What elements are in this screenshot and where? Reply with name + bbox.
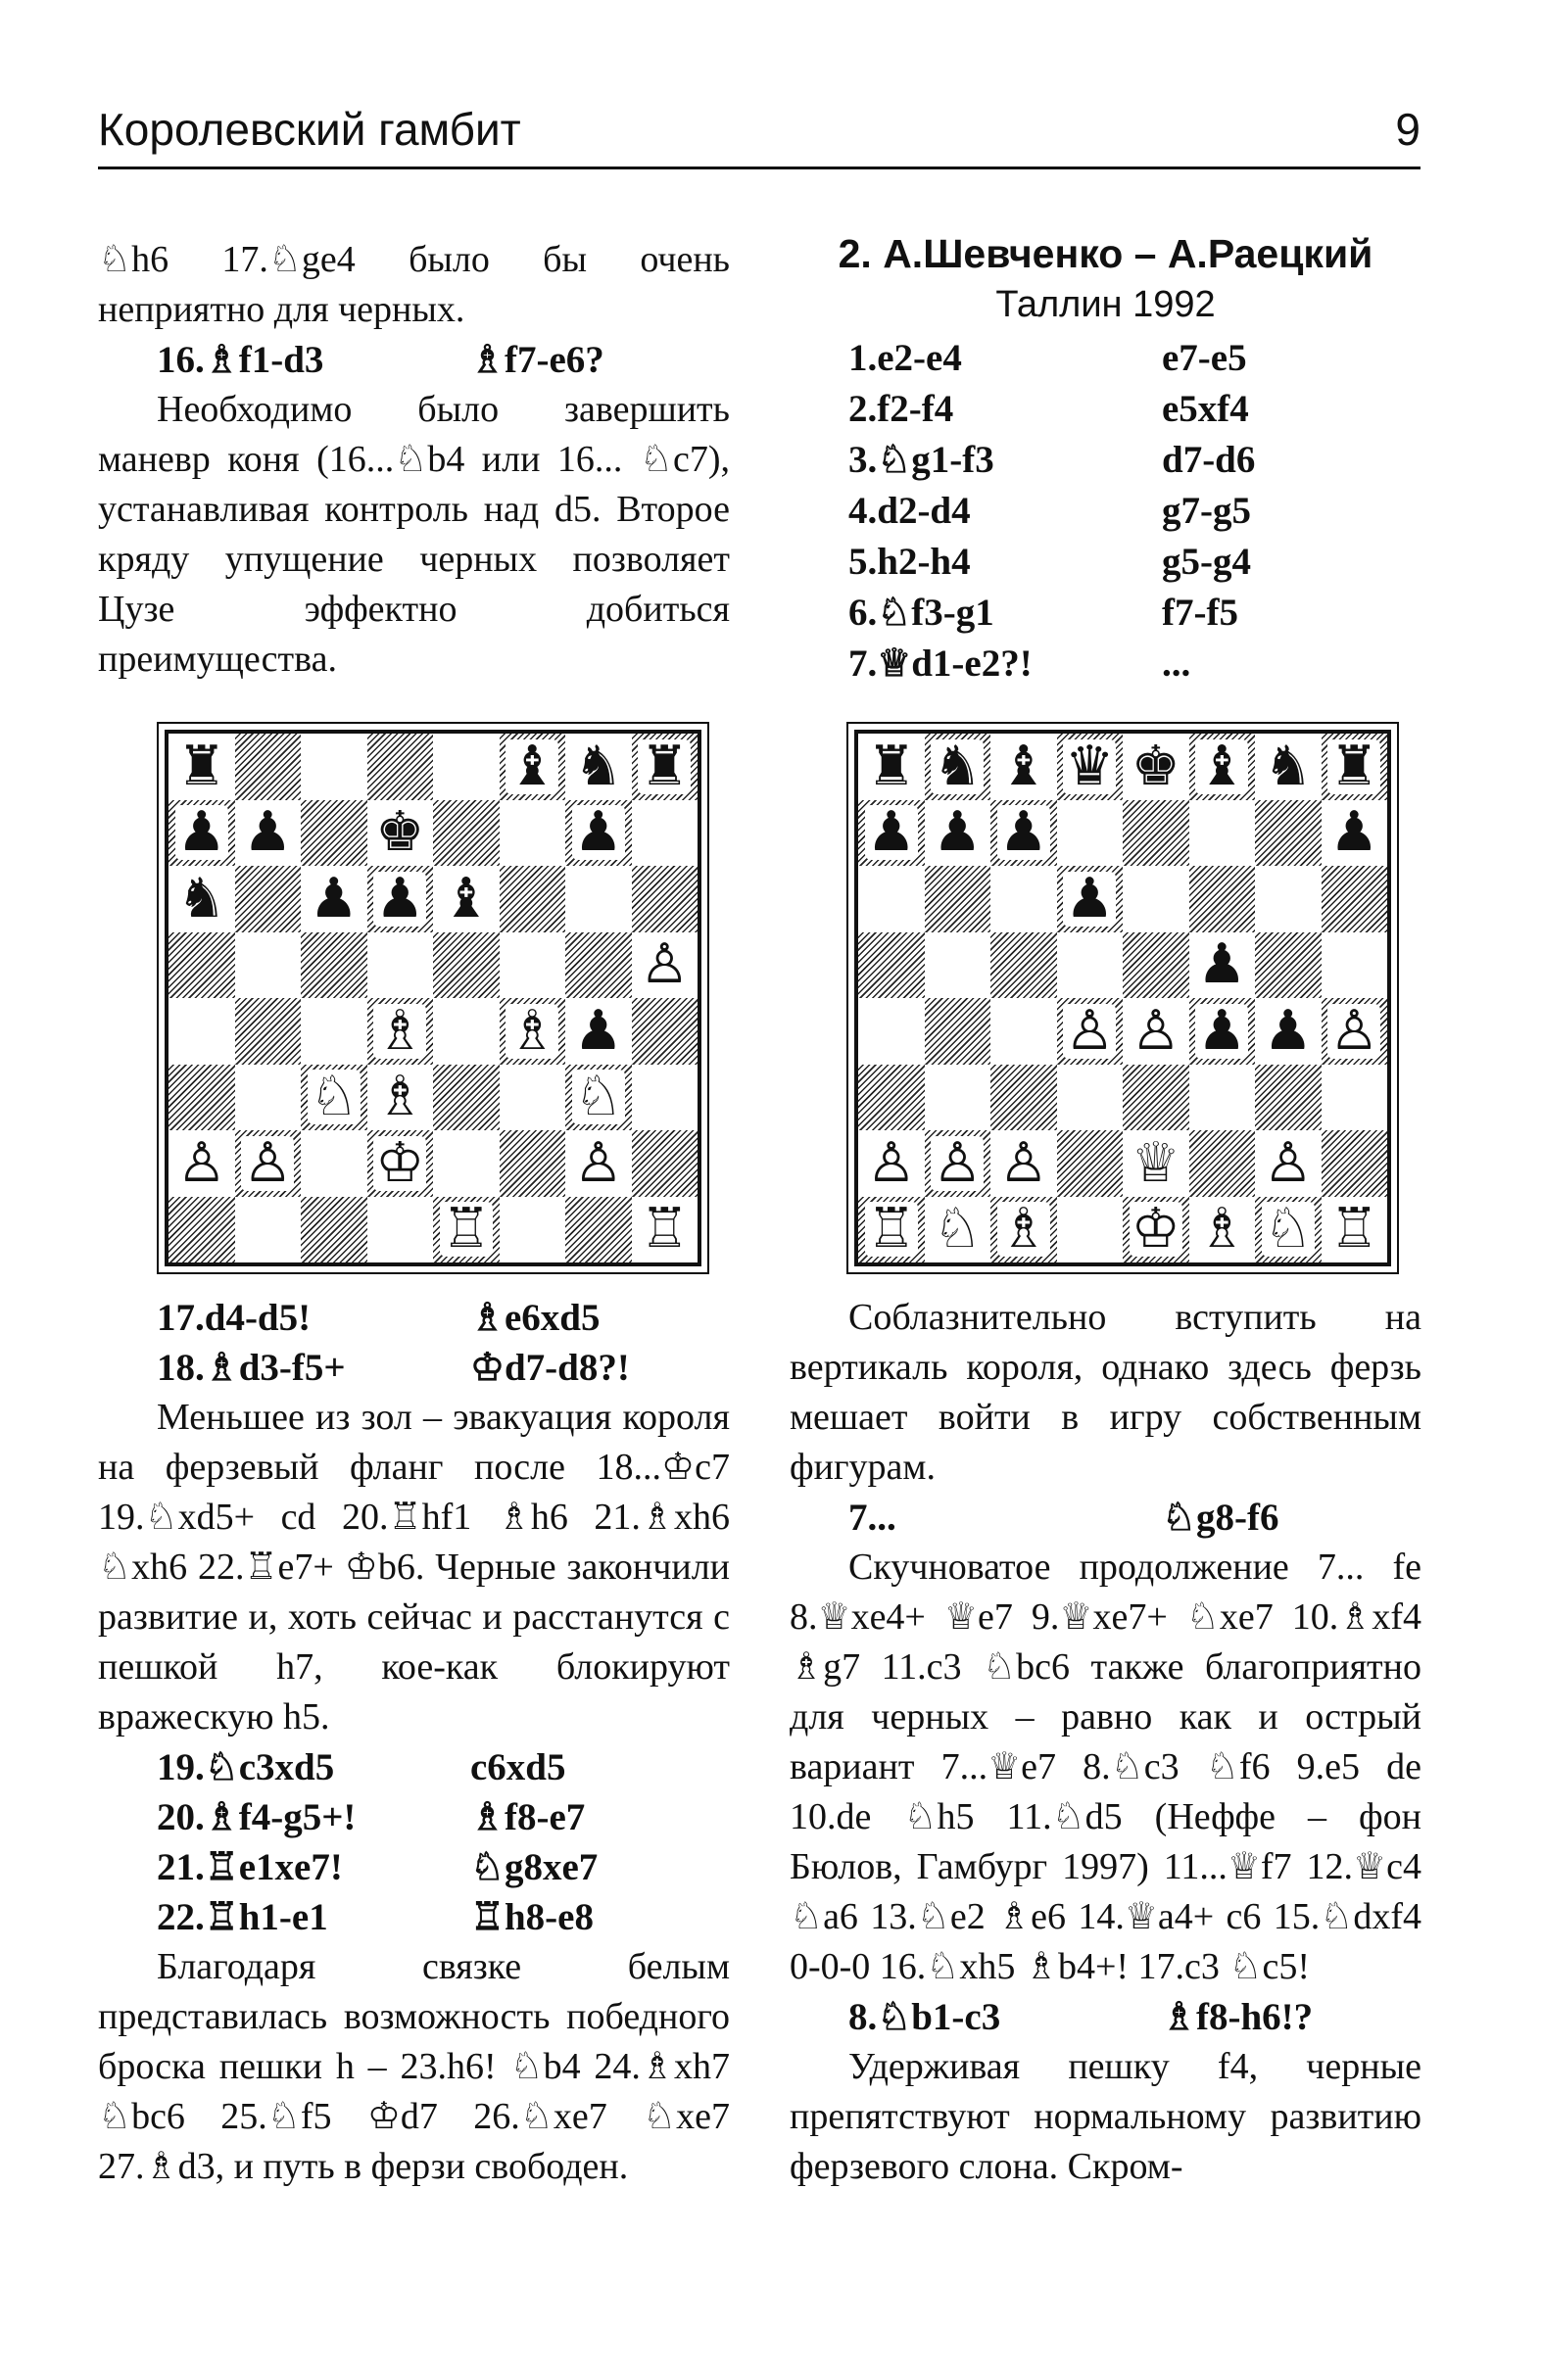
chess-piece: ♟ [866,800,916,865]
running-title: Королевский гамбит [98,104,521,155]
chess-piece: ♞ [1263,734,1313,798]
game-place: Таллин 1992 [995,284,1216,325]
chess-piece: ♝ [1197,734,1247,798]
move-white: 4.d2-d4 [848,490,971,532]
board-square [1255,734,1322,800]
move-white: 3.♘g1-f3 [848,439,994,481]
chess-piece: ♙ [243,1130,293,1195]
chess-piece: ♙ [640,932,690,997]
move-white: 6.♘f3-g1 [848,592,994,634]
chess-piece: ♙ [176,1130,226,1195]
board-square [1057,800,1124,867]
board-square [990,1065,1057,1131]
board-square [235,800,302,867]
move-black: g7-g5 [1162,490,1251,532]
board-square [1123,866,1189,932]
board-square [367,1197,434,1263]
board-square [301,1130,367,1197]
board-square [632,998,698,1065]
move-black: d7-d6 [1162,439,1256,481]
chess-piece: ♟ [375,866,425,930]
move-black: c6xd5 [470,1746,566,1788]
chess-piece: ♖ [866,1197,916,1261]
board-square [925,800,991,867]
board-square [500,998,566,1065]
move-18 [98,1343,730,1393]
move-white: 8.♘b1-c3 [848,1996,1001,2038]
board-square [500,932,566,999]
board-square [1255,998,1322,1065]
board-square [235,932,302,999]
board-square [301,998,367,1065]
chess-piece: ♝ [441,866,491,930]
board-square [925,734,991,800]
chess-piece: ♖ [640,1197,690,1261]
board-square [632,1197,698,1263]
chess-piece: ♟ [573,998,623,1063]
board-square [367,932,434,999]
board-square [925,1065,991,1131]
board-square [235,1197,302,1263]
chess-piece: ♟ [1065,866,1115,930]
right-paragraph-2: Скучноватое продолжение 7... fe 8.♕xe4+ ♕e7 9.♕xe7+ ♘xe7 10.♗xf4 ♗g7 11.c3 ♘bc6 также благоприятно для черных – равно как и острый вариант 7...♕e7 8.♘c3 ♘f6 9.e5 de 10.de ♘h5 11.♘d5 (Неффе – фон Бюлов, Гамбург 1997) 11...♕f7 12.♕c4 ♘a6 13.♘e2 ♗e6 14.♕a4+ c6 15.♘dxf4 0-0-0 16.♘xh5 ♗b4+! 17.c3 ♘c5! [790,1547,1421,1987]
board-square [433,866,500,932]
board-square [565,998,632,1065]
move-white: 22.♖h1-e1 [157,1896,328,1938]
chess-piece: ♕ [1131,1130,1180,1195]
board-square [1123,1130,1189,1197]
board-square [1189,932,1256,999]
move-black: ♔d7-d8?! [470,1347,630,1389]
board-square [1189,1065,1256,1131]
board-square [433,734,500,800]
move-7-black [790,1493,1421,1543]
move-black: ♗f7-e6? [470,339,604,381]
move-row [790,537,1421,588]
page-header [98,103,1421,164]
chess-piece: ♗ [375,998,425,1063]
board-square [990,866,1057,932]
chess-piece: ♟ [933,800,983,865]
board-square [565,1197,632,1263]
board-square [367,734,434,800]
chess-piece: ♝ [998,734,1048,798]
board-square [500,866,566,932]
board-square [235,866,302,932]
board-square [1189,1130,1256,1197]
board-square [1057,734,1124,800]
move-black: ♗e6xd5 [470,1297,601,1339]
board-square [301,734,367,800]
board-square [367,998,434,1065]
right-paragraph-1: Соблазнительно вступить на вертикаль короля, однако здесь ферзь мешает войти в игру собственным фигурам. [790,1297,1421,1488]
board-square [433,1065,500,1131]
chess-piece: ♚ [1131,734,1180,798]
board-square [367,1130,434,1197]
chess-piece: ♟ [573,800,623,865]
board-square [1123,998,1189,1065]
board-square [1322,1197,1388,1263]
board-square [301,866,367,932]
chess-piece: ♙ [1329,998,1379,1063]
move-white: 19.♘c3xd5 [157,1746,335,1788]
chess-piece: ♗ [1197,1197,1247,1261]
move-row [790,588,1421,639]
board-square [1255,1130,1322,1197]
board-square [1189,866,1256,932]
board-square [925,998,991,1065]
board-square [500,1197,566,1263]
left-column-bottom [98,1293,730,2192]
chess-piece: ♟ [1197,932,1247,997]
chess-piece: ♟ [176,800,226,865]
chess-piece: ♘ [573,1065,623,1129]
game-title: 2. А.Шевченко – А.Раецкий [838,231,1373,276]
board-square [1189,734,1256,800]
move-white: 1.e2-e4 [848,337,962,379]
board-square [367,866,434,932]
chess-piece: ♙ [998,1130,1048,1195]
move-8 [790,1992,1421,2042]
move-row [98,1742,730,1792]
chess-piece: ♘ [1263,1197,1313,1261]
chess-piece: ♔ [1131,1197,1180,1261]
board-square [632,932,698,999]
board-square [301,1197,367,1263]
chess-piece: ♙ [933,1130,983,1195]
board-square [500,800,566,867]
move-black: ... [1162,643,1191,685]
chess-piece: ♖ [1329,1197,1379,1261]
move-black: f7-f5 [1162,592,1238,634]
chess-piece: ♗ [507,998,557,1063]
board-square [565,1065,632,1131]
board-square [235,734,302,800]
chess-piece: ♜ [176,734,226,798]
right-paragraph-3: Удерживая пешку f4, черные препятствуют нормальному развитию ферзевого слона. Скром- [790,2046,1421,2187]
move-row [790,333,1421,384]
board-square [1057,1065,1124,1131]
chess-piece: ♚ [375,800,425,865]
board-square [1123,932,1189,999]
chess-piece: ♝ [507,734,557,798]
board-square [301,932,367,999]
board-square [1255,800,1322,867]
chess-diagram-left [165,730,701,1266]
left-paragraph-3: Меньшее из зол – эвакуация короля на ферзевый фланг после 18...♔c7 19.♘xd5+ cd 20.♖hf1 ♗h6 21.♗xh6 ♘xh6 22.♖e7+ ♔b6. Черные закончили развитие и, хоть сейчас и расстанутся с пешкой h7, кое-как блокируют вражескую h5. [98,1397,730,1737]
board-square [1189,1197,1256,1263]
right-column-bottom [790,1293,1421,2192]
chess-piece: ♙ [1263,1130,1313,1195]
board-square [1322,734,1388,800]
board-square [169,866,235,932]
move-row [790,435,1421,486]
board-square [565,932,632,999]
move-black: ♘g8xe7 [470,1846,599,1888]
board-square [1189,800,1256,867]
board-square [1057,866,1124,932]
board-square [169,800,235,867]
board-square [301,800,367,867]
board-square [235,1065,302,1131]
chess-piece: ♟ [1197,998,1247,1063]
left-column-top [98,235,730,685]
move-row [790,486,1421,537]
board-square [367,1065,434,1131]
chess-piece: ♞ [933,734,983,798]
board-square [433,998,500,1065]
move-black: e7-e5 [1162,337,1247,379]
board-square [632,734,698,800]
move-row [790,384,1421,435]
board-square [632,1130,698,1197]
board-square [858,734,925,800]
board-square [858,932,925,999]
move-row [98,1792,730,1842]
move-white: 16.♗f1-d3 [157,339,324,381]
board-square [1322,800,1388,867]
move-row [790,639,1421,690]
chess-piece: ♘ [933,1197,983,1261]
board-square [1255,1065,1322,1131]
move-black: e5xf4 [1162,388,1249,430]
chess-piece: ♔ [375,1130,425,1195]
board-square [990,800,1057,867]
board-square [858,1130,925,1197]
left-paragraph-2: Необходимо было завершить маневр коня (16...♘b4 или 16... ♘c7), устанавливая контроль над d5. Второе кряду упущение черных позволяет Цузе эффектно добиться преимущества. [98,389,730,680]
move-16 [98,335,730,385]
move-white: 18.♗d3-f5+ [157,1347,346,1389]
board-square [433,800,500,867]
board-square [990,734,1057,800]
chess-piece: ♗ [375,1065,425,1129]
board-square [169,932,235,999]
chess-piece: ♖ [441,1197,491,1261]
chess-piece: ♜ [640,734,690,798]
board-square [169,1065,235,1131]
move-black: g5-g4 [1162,541,1251,583]
board-square [858,1197,925,1263]
board-square [858,1065,925,1131]
chess-piece: ♞ [176,866,226,930]
chess-piece: ♘ [309,1065,359,1129]
right-column-top [790,227,1421,690]
board-square [1189,998,1256,1065]
chess-piece: ♙ [573,1130,623,1195]
board-square [169,998,235,1065]
board-square [1322,866,1388,932]
board-square [990,998,1057,1065]
board-square [1255,866,1322,932]
move-white: 20.♗f4-g5+! [157,1796,357,1838]
board-square [433,932,500,999]
header-rule [98,167,1421,169]
board-square [1322,1130,1388,1197]
board-square [1322,998,1388,1065]
board-grid [858,734,1387,1262]
chess-piece: ♜ [1329,734,1379,798]
move-row [98,1842,730,1892]
board-square [1057,932,1124,999]
board-square [632,866,698,932]
board-square [1255,1197,1322,1263]
board-square [565,734,632,800]
board-square [925,866,991,932]
chess-piece: ♙ [1065,998,1115,1063]
page-number: 9 [1395,104,1421,155]
move-white: 17.d4-d5! [157,1297,312,1339]
board-square [1255,932,1322,999]
move-17 [98,1293,730,1343]
board-square [1123,734,1189,800]
move-black: ♗f8-e7 [470,1796,586,1838]
board-square [858,866,925,932]
move-black: ♖h8-e8 [470,1896,594,1938]
chess-diagram-right [854,730,1391,1266]
board-square [169,1130,235,1197]
board-square [235,1130,302,1197]
board-square [500,734,566,800]
board-square [925,1197,991,1263]
move-white: 7... [848,1497,896,1539]
board-square [433,1130,500,1197]
chess-piece: ♙ [1131,998,1180,1063]
board-square [500,1130,566,1197]
board-square [1123,800,1189,867]
move-white: 21.♖e1xe7! [157,1846,343,1888]
board-square [1322,1065,1388,1131]
board-square [235,998,302,1065]
chess-piece: ♟ [309,866,359,930]
board-square [1123,1197,1189,1263]
board-square [565,800,632,867]
board-square [925,1130,991,1197]
board-square [990,1130,1057,1197]
board-square [500,1065,566,1131]
board-square [367,800,434,867]
board-square [565,866,632,932]
move-white: 2.f2-f4 [848,388,954,430]
chess-piece: ♗ [998,1197,1048,1261]
left-paragraph-1: ♘h6 17.♘ge4 было бы очень неприятно для черных. [98,239,730,330]
board-square [925,932,991,999]
board-square [169,734,235,800]
opening-moves [790,333,1421,690]
board-square [632,1065,698,1131]
chess-piece: ♟ [998,800,1048,865]
chess-piece: ♛ [1065,734,1115,798]
board-square [1057,1130,1124,1197]
chess-piece: ♟ [243,800,293,865]
board-square [301,1065,367,1131]
move-white: 5.h2-h4 [848,541,971,583]
move-row [98,1892,730,1942]
chess-piece: ♜ [866,734,916,798]
board-square [858,998,925,1065]
board-square [1057,998,1124,1065]
board-square [1322,932,1388,999]
chess-piece: ♟ [1329,800,1379,865]
board-square [990,932,1057,999]
move-black: ♘g8-f6 [1162,1497,1279,1539]
board-square [1123,1065,1189,1131]
board-square [169,1197,235,1263]
board-square [990,1197,1057,1263]
board-square [858,800,925,867]
board-square [433,1197,500,1263]
move-white: 7.♕d1-e2?! [848,643,1033,685]
chess-piece: ♟ [1263,998,1313,1063]
board-square [565,1130,632,1197]
chess-piece: ♞ [573,734,623,798]
left-paragraph-4: Благодаря связке белым представилась возможность победного броска пешки h – 23.h6! ♘b4 24.♗xh7 ♘bc6 25.♘f5 ♔d7 26.♘xe7 ♘xe7 27.♗d3, и путь в ферзи свободен. [98,1946,730,2187]
board-square [632,800,698,867]
board-grid [169,734,698,1262]
board-square [1057,1197,1124,1263]
move-black: ♗f8-h6!? [1162,1996,1314,2038]
chess-piece: ♙ [866,1130,916,1195]
